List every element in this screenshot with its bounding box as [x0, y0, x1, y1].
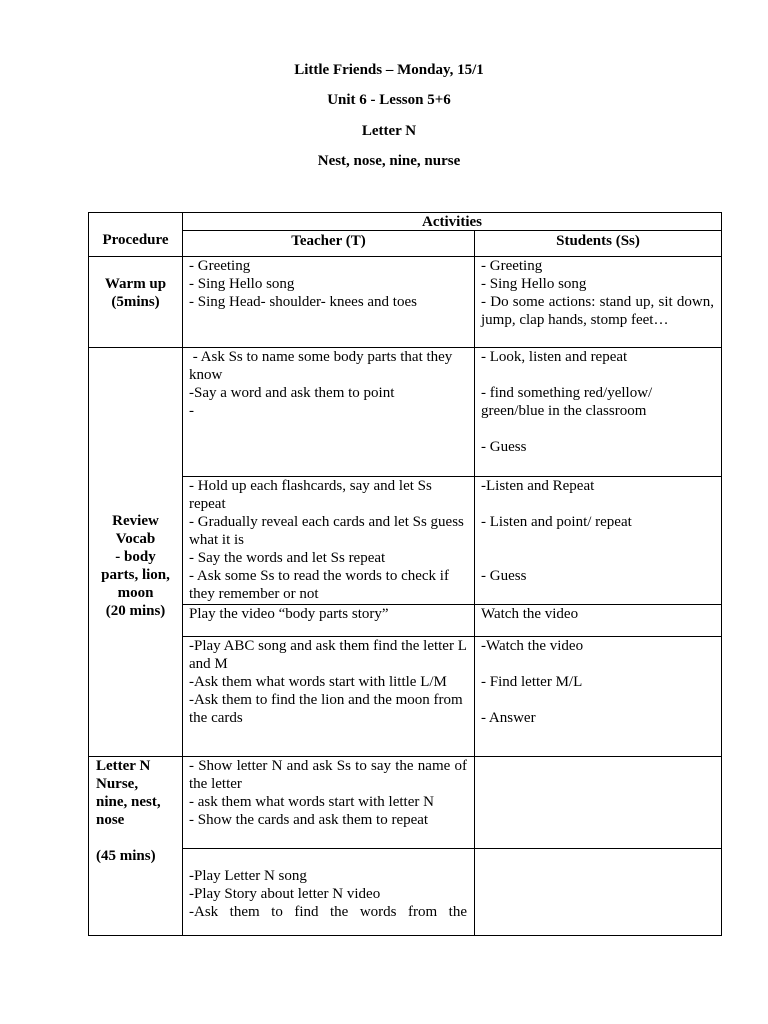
doc-letter: Letter N: [361, 123, 417, 139]
review-row2-teacher: - Hold up each flashcards, say and let Ss repeat - Gradually reveal each cards and let Ss guess what it is - Say the words and let Ss repeat - Ask some Ss to read the words to check if they remember or not: [189, 478, 464, 602]
header-teacher: Teacher (T): [291, 233, 366, 249]
table-line: [182, 212, 183, 936]
procedure-warmup: Warm up (5mins): [104, 276, 167, 310]
letter-n-row1-teacher: - Show letter N and ask Ss to say the name of the letter - ask them what words start with letter N - Show the cards and ask them to repeat: [189, 758, 467, 828]
review-row4-students: -Watch the video - Find letter M/L - Answer: [481, 638, 584, 726]
warmup-students: - Greeting - Sing Hello song - Do some actions: stand up, sit down, jump, clap hands, stomp feet…: [481, 258, 714, 328]
doc-title: Little Friends – Monday, 15/1: [294, 62, 484, 78]
review-row1-students: - Look, listen and repeat - find something red/yellow/ green/blue in the classroom - Guess: [481, 349, 653, 455]
review-row4-teacher: -Play ABC song and ask them find the letter L and M -Ask them what words start with little L/M -Ask them to find the lion and the moon from the cards: [189, 638, 467, 726]
table-line: [182, 848, 722, 849]
letter-n-row2-teacher: -Play Letter N song -Play Story about letter N video -Ask them to find the words from the: [189, 868, 467, 920]
review-row1-teacher: - Ask Ss to name some body parts that they know -Say a word and ask them to point -: [189, 349, 457, 419]
doc-unit: Unit 6 - Lesson 5+6: [327, 92, 451, 108]
doc-words: Nest, nose, nine, nurse: [317, 153, 461, 169]
review-row3-students: Watch the video: [481, 606, 579, 622]
warmup-teacher: - Greeting - Sing Hello song - Sing Head- shoulder- knees and toes: [189, 258, 417, 310]
table-border-bottom: [88, 935, 722, 936]
table-line: [474, 230, 475, 936]
review-row2-students: -Listen and Repeat - Listen and point/ repeat - Guess: [481, 478, 632, 584]
table-border-right: [721, 212, 722, 936]
header-students: Students (Ss): [556, 233, 640, 249]
procedure-letter-n: Letter N Nurse, nine, nest, nose (45 mins): [96, 758, 161, 864]
review-row3-teacher: Play the video “body parts story”: [189, 606, 389, 622]
header-procedure: Procedure: [102, 232, 169, 248]
header-activities: Activities: [422, 214, 482, 230]
procedure-review: Review Vocab - body parts, lion, moon (20 mins): [101, 513, 170, 619]
